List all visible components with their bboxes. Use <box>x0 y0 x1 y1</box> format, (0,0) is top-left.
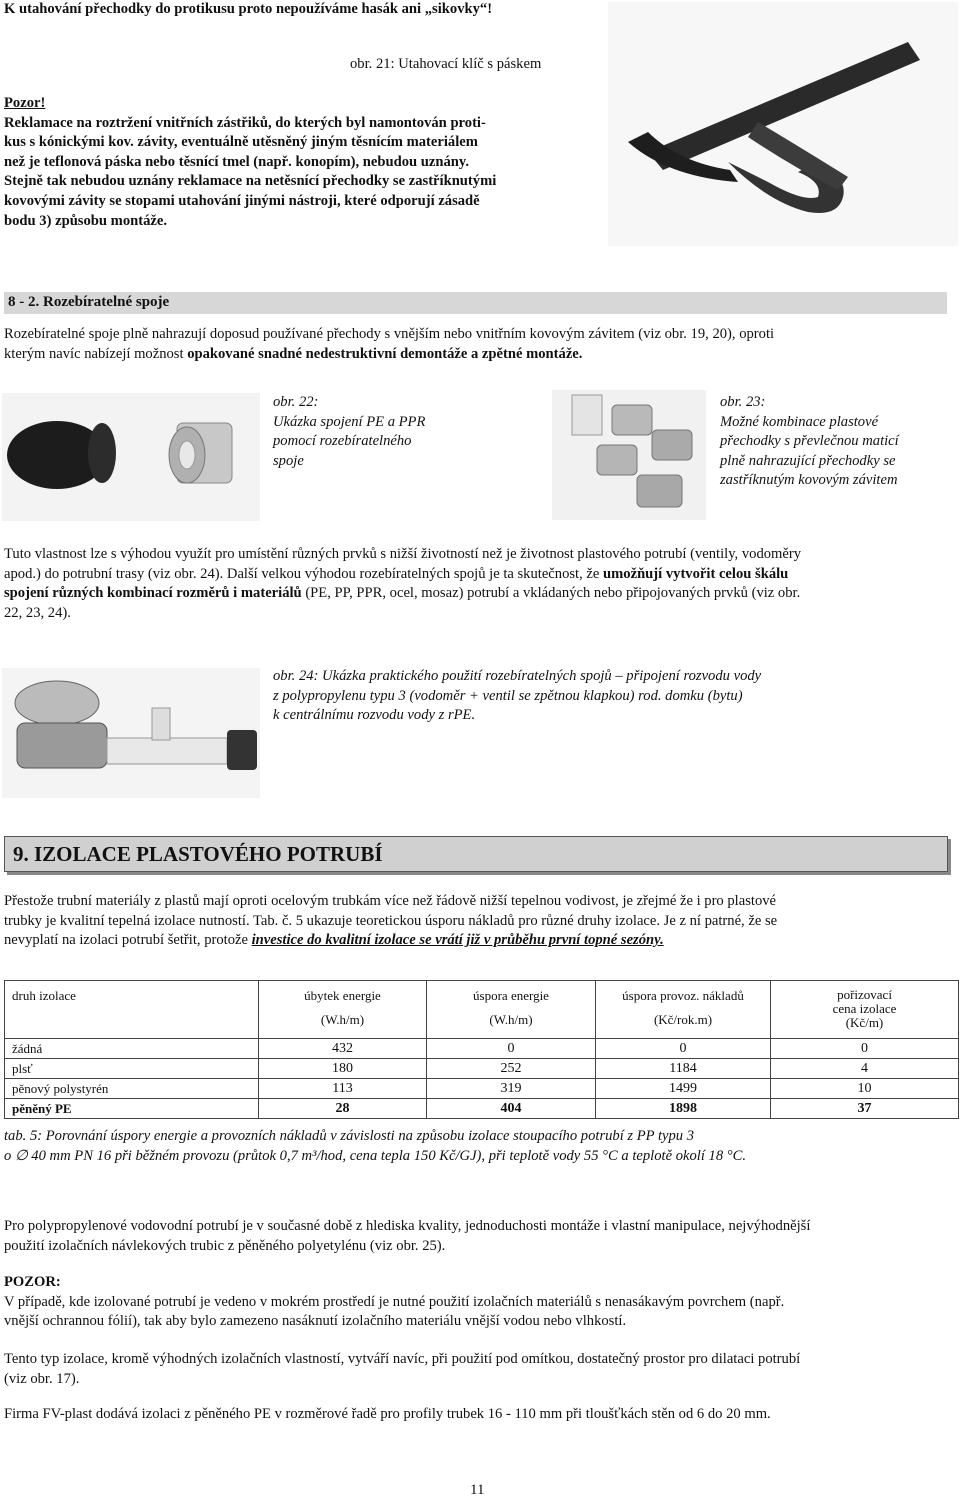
warning-label: Pozor! <box>4 95 46 111</box>
table-header-type: druh izolace <box>12 988 76 1003</box>
fig22-line: spoje <box>273 452 304 469</box>
table-cell: 319 <box>500 1081 522 1096</box>
water-meter-icon <box>2 668 260 798</box>
table-header-saving <box>427 988 595 1028</box>
header-unit: (Kč/rok.m) <box>653 1012 713 1027</box>
table-cell: 28 <box>335 1101 350 1116</box>
adapter-fittings-icon <box>552 390 706 520</box>
header-unit: (Kč/m) <box>845 1015 884 1030</box>
table-cell: 432 <box>332 1041 353 1056</box>
table-cell: 404 <box>500 1101 522 1116</box>
header-line: úspora provoz. nákladů <box>622 988 744 1003</box>
table-row-name: pěněný PE <box>12 1101 72 1116</box>
warning-line: Reklamace na roztržení vnitřních zástřiků, do kterých byl namontován proti- <box>4 114 486 131</box>
fig23-line: plně nahrazující přechodky se <box>720 452 896 469</box>
paragraph-line: Tento typ izolace, kromě výhodných izolačních vlastností, vytváří navíc, při použití pod omítkou, dostatečný prostor pro dilataci potrubí <box>4 1351 801 1367</box>
table-cell: 4 <box>861 1061 868 1076</box>
top-heading: K utahování přechodky do protikusu proto nepoužíváme hasák ani „sikovky“! <box>4 1 493 17</box>
fig24-line: z polypropylenu typu 3 (vodoměr + ventil se zpětnou klapkou) rod. domku (bytu) <box>273 687 743 704</box>
paragraph-text: nevyplatí na izolaci potrubí šetřit, protože <box>4 932 252 949</box>
pozor-label: POZOR: <box>4 1274 61 1290</box>
warning-line: kus s kónickými kov. závity, eventuálně utěsněný jiným těsnícím materiálem <box>4 134 478 151</box>
header-line: cena izolace <box>832 1001 897 1016</box>
caption-line: tab. 5: Porovnání úspory energie a provozních nákladů v závislosti na způsobu izolace stoupacího potrubí z PP typu 3 <box>4 1128 695 1144</box>
header-line: úbytek energie <box>304 988 381 1003</box>
paragraph-bold: umožňují vytvořit celou škálu <box>603 565 789 582</box>
section-bar <box>4 292 947 314</box>
paragraph-text: apod.) do potrubní trasy (viz obr. 24). Další velkou výhodou rozebíratelných spojů je ta skutečnost, že <box>4 565 604 582</box>
fig22-line: pomocí rozebíratelného <box>273 433 412 450</box>
paragraph-line: vnější ochrannou fólií), tak aby bylo zamezeno nasáknutí izolačního materiálu vnější vodou nebo vlhkostí. <box>4 1313 627 1330</box>
paragraph-line: 22, 23, 24). <box>4 604 71 621</box>
paragraph-line: Pro polypropylenové vodovodní potrubí je v současné době z hlediska kvality, jednoduchosti montáže i vlastní manipulace, nejvýhodnější <box>4 1218 811 1234</box>
dilatation-paragraph <box>4 1350 954 1389</box>
table-cell: 1499 <box>669 1081 697 1096</box>
table-header-price <box>771 988 958 1030</box>
joints-advantage-paragraph <box>4 545 954 623</box>
warning-line: kovovými závity se stopami utahování jinými nástroji, které odporují zásadě <box>4 192 480 209</box>
fig23-label: obr. 23: <box>720 394 766 410</box>
table-row-name: plsť <box>12 1061 33 1076</box>
fig22-caption <box>273 393 425 471</box>
table-cell: 1898 <box>669 1101 697 1116</box>
paragraph-text: (PE, PP, PPR, ocel, mosaz) potrubí a vkládaných nebo připojovaných prvků (viz obr. <box>301 585 801 602</box>
warning-block <box>4 94 594 231</box>
table-row-name: žádná <box>12 1041 43 1056</box>
fig24-line: obr. 24: Ukázka praktického použití rozebíratelných spojů – připojení rozvodu vody <box>273 668 762 684</box>
table-header-cost-saving <box>596 988 770 1028</box>
section-9-heading-box <box>4 836 948 872</box>
paragraph-line: V případě, kde izolované potrubí je vedeno v mokrém prostředí je nutné použití izolačních materiálů s nenasákavým povrchem (např. <box>4 1293 785 1310</box>
table-cell: 180 <box>332 1061 353 1076</box>
page-number: 11 <box>470 1482 485 1498</box>
table-cell: 10 <box>857 1081 872 1096</box>
warning-line: než je teflonová páska nebo těsnící tmel (např. konopím), nebudou uznány. <box>4 153 470 170</box>
pp-insulation-paragraph <box>4 1217 954 1256</box>
paragraph-line <box>4 584 954 604</box>
water-meter-photo <box>2 668 260 798</box>
fig23-line: přechodky s převlečnou maticí <box>720 433 899 450</box>
fig23-caption <box>720 393 899 491</box>
table-cell: 0 <box>861 1041 868 1056</box>
table-cell: 1184 <box>669 1061 697 1076</box>
fig24-caption <box>273 667 761 726</box>
warning-line: Stejně tak nebudou uznány reklamace na netěsnící přechodky se zastříknutými <box>4 173 497 190</box>
paragraph-line <box>4 931 954 951</box>
paragraph-line: Rozebíratelné spoje plně nahrazují doposud používané přechody s vnějším nebo vnitřním kovovým závitem (viz obr. 19, 20), oproti <box>4 326 775 342</box>
fig22-label: obr. 22: <box>273 394 319 410</box>
fv-plast-paragraph: Firma FV-plast dodává izolaci z pěněného PE v rozměrové řadě pro profily trubek 16 - 110 mm při tloušťkách stěn od 6 do 20 mm. <box>4 1406 771 1422</box>
header-unit: (W.h/m) <box>320 1012 365 1027</box>
paragraph-bold: spojení různých kombinací rozměrů i materiálů <box>4 585 302 602</box>
pipe-joint-icon <box>2 393 260 521</box>
fig24-line: k centrálnímu rozvodu vody z rPE. <box>273 707 476 724</box>
strap-wrench-icon <box>608 2 958 246</box>
header-unit: (W.h/m) <box>489 1012 533 1027</box>
fig21-caption: obr. 21: Utahovací klíč s páskem <box>350 56 542 72</box>
section-9-paragraph <box>4 892 954 951</box>
fig23-line: zastříknutým kovovým závitem <box>720 472 898 489</box>
table-cell: 0 <box>507 1041 515 1056</box>
section-9-title: 9. IZOLACE PLASTOVÉHO POTRUBÍ <box>13 842 383 866</box>
adapter-combinations-photo <box>552 390 706 520</box>
paragraph-line: použití izolačních návlekových trubic z pěněného polyetylénu (viz obr. 25). <box>4 1237 446 1254</box>
fig23-line: Možné kombinace plastové <box>720 413 879 430</box>
table-cell: 37 <box>857 1101 872 1116</box>
fig22-line: Ukázka spojení PE a PPR <box>273 413 426 430</box>
table-cell: 252 <box>500 1061 522 1076</box>
pozor-block <box>4 1273 954 1332</box>
paragraph-line: Tuto vlastnost lze s výhodou využít pro umístění různých prvků s nižší životností než je životnost plastového potrubí (ventily, vodoměry <box>4 546 802 562</box>
caption-line: o ∅ 40 mm PN 16 při běžném provozu (průtok 0,7 m³/hod, cena tepla 150 Kč/GJ), při teplotě vody 55 °C a teplotě okolí 18 °C. <box>4 1147 746 1164</box>
header-line: pořizovací <box>837 987 892 1002</box>
table-cell: 0 <box>679 1041 687 1056</box>
paragraph-text: kterým navíc nabízejí možnost <box>4 345 188 362</box>
paragraph-line: (viz obr. 17). <box>4 1370 80 1387</box>
table-caption <box>4 1127 954 1166</box>
paragraph-line: Přestože trubní materiály z plastů mají oproti ocelovým trubkám více než řádově nižší tepelnou vodivost, je zřejmé že i pro plastové <box>4 893 777 909</box>
table-row-name: pěnový polystyrén <box>12 1081 109 1096</box>
paragraph-line <box>4 345 952 365</box>
strap-wrench-photo <box>608 2 958 246</box>
section-8-2-paragraph <box>4 325 952 364</box>
pe-ppr-joint-photo <box>2 393 260 521</box>
header-line: úspora energie <box>473 988 549 1003</box>
paragraph-bold: opakované snadné nedestruktivní demontáže a zpětné montáže. <box>187 345 583 362</box>
paragraph-emphasis: investice do kvalitní izolace se vrátí již v průběhu první topné sezóny. <box>251 932 664 949</box>
warning-line: bodu 3) způsobu montáže. <box>4 212 167 229</box>
section-title: 8 - 2. Rozebíratelné spoje <box>8 294 170 310</box>
table-header-loss <box>259 988 426 1028</box>
paragraph-line <box>4 565 954 585</box>
table-cell: 113 <box>332 1081 353 1096</box>
paragraph-line: trubky je kvalitní tepelná izolace nutností. Tab. č. 5 ukazuje teoretickou úsporu nákladů pro různé druhy izolace. Je z ní patrné, že se <box>4 912 778 929</box>
insulation-table <box>4 980 960 1120</box>
